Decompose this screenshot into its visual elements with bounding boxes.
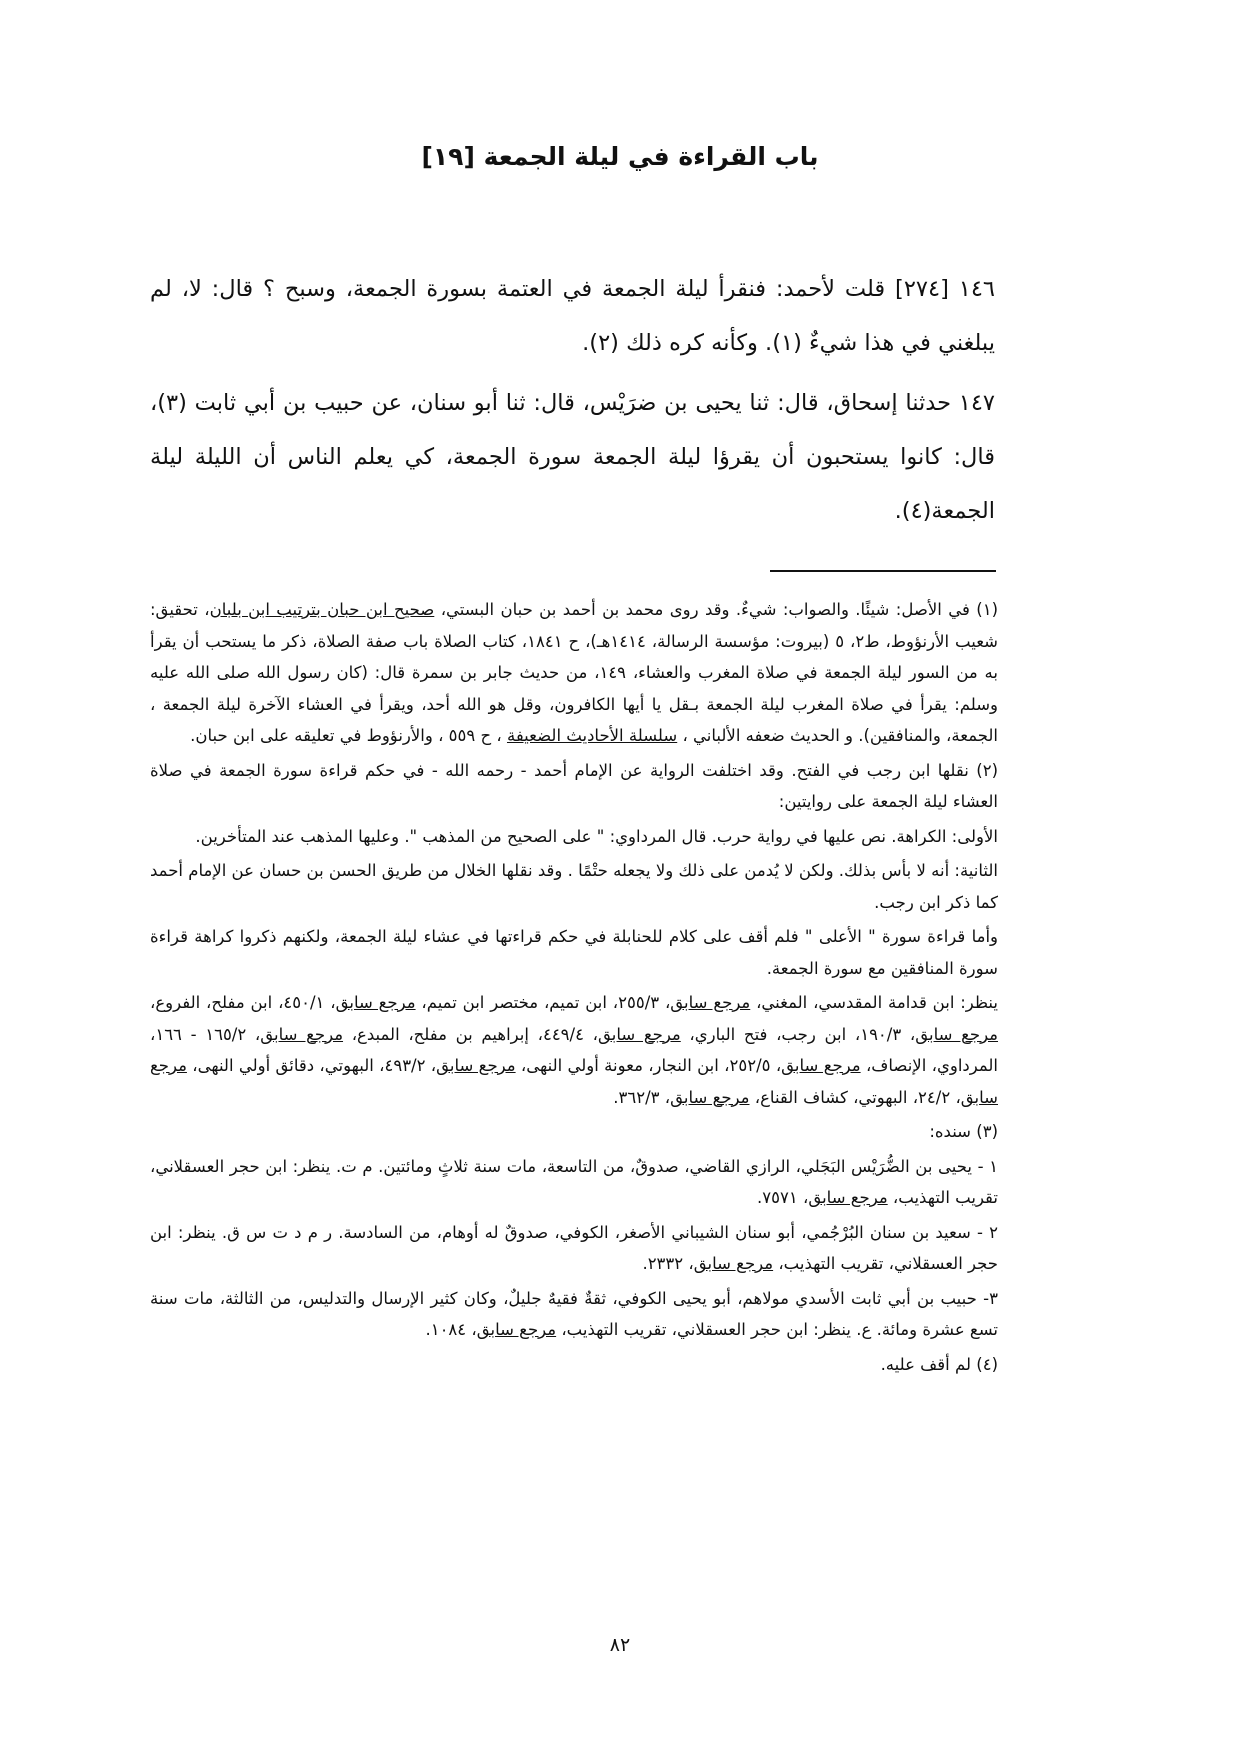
footnote-2-second: الثانية: أنه لا بأس بذلك. ولكن لا يُدمن على ذلك ولا يجعله حتْمًا . وقد نقلها الخلال من طريق الحسن بن حسان عن الإمام أحمد كما ذكر ابن رجب. <box>150 861 998 912</box>
footnote-2-references <box>150 987 998 1113</box>
ref-marker: مرجع سابق <box>915 1024 999 1044</box>
ref-marker: مرجع سابق <box>150 1056 998 1107</box>
ref-marker: مرجع سابق <box>436 1056 516 1075</box>
footnote-1 <box>150 594 998 752</box>
narrator-text: ٣- حبيب بن أبي ثابت الأسدي مولاهم، أبو يحيى الكوفي، ثقةٌ فقيهٌ جليلٌ، وكان كثير الإرسال والتدليس، من الثالثة، مات سنة تسع عشرة ومائة. ع. ينظر: ابن حجر العسقلاني، تقريب التهذيب، <box>150 1288 998 1339</box>
ref-marker: مرجع سابق <box>781 1056 861 1075</box>
ref-marker: مرجع سابق <box>670 1087 750 1107</box>
footnote-4: (٤) لم أقف عليه. <box>880 1354 998 1374</box>
ref-marker: مرجع سابق <box>260 1024 344 1044</box>
ref-marker: مرجع سابق <box>808 1188 888 1207</box>
footnote-1-text-b: ، تحقيق: شعيب الأرنؤوط، ط٢، ٥ (بيروت: مؤسسة الرسالة، ١٤١٤هـ)، ح ١٨٤١، كتاب الصلاة باب صفة الصلاة، ذكر ما يستحب أن يقرأ به من السور ليلة الجمعة في صلاة المغرب والعشاء، ١٤٩، من حديث جابر بن سمرة قال: (كان رسول الله صلى الله عليه وسلم: يقرأ في صلاة المغرب ليلة الجمعة بـقل يا أيها الكافرون، وقل هو الله أحد، ويقرأ في العشاء الآخرة ليلة الجمعة ، الجمعة، والمنافقين). و الحديث ضعفه الألباني ، <box>150 600 998 745</box>
narrator-text: ١ - يحيى بن الضُّرَيْس البَجَلي، الرازي القاضي، صدوقٌ، من التاسعة، مات سنة ثلاثٍ ومائتين. م ت. ينظر: ابن حجر العسقلاني، تقريب التهذيب، <box>150 1156 998 1207</box>
ref-sahih-ibn-hibban: صحيح ابن حبان بترتيب ابن بلبان <box>209 600 435 619</box>
ref-text: ، ٢٤/٢، البهوتي، كشاف القناع، <box>749 1087 961 1107</box>
narrator-text: ٢ - سعيد بن سنان البُرْجُمي، أبو سنان الشيباني الأصغر، الكوفي، صدوقٌ له أوهام، من السادسة. ر م د ت س ق. ينظر: ابن حجر العسقلاني، تقريب التهذيب، <box>150 1222 998 1273</box>
narrator-text: ، ٧٥٧١. <box>757 1188 809 1207</box>
footnote-2-third: وأما قراءة سورة " الأعلى " فلم أقف على كلام للحنابلة في حكم قراءتها في عشاء ليلة الجمعة، ولكنهم ذكروا كراهة قراءة سورة المنافقين مع سورة الجمعة. <box>150 927 998 978</box>
ref-silsila-daifa: سلسلة الأحاديث الضعيفة <box>506 726 678 745</box>
ref-text: ، ٣٦٢/٣. <box>613 1087 671 1107</box>
footnote-3-narrator-3 <box>150 1283 998 1346</box>
ref-text: ، ٤٤٩/٤، إبراهيم بن مفلح، المبدع، <box>343 1024 598 1044</box>
ref-text: ، ٢٥٢/٥، ابن النجار، معونة أولي النهى، <box>515 1056 782 1075</box>
ref-text: ، ٢٥٥/٣، ابن تميم، مختصر ابن تميم، <box>415 993 671 1012</box>
paragraph-147: ١٤٧ حدثنا إسحاق، قال: ثنا يحيى بن ضرَيْس، قال: ثنا أبو سنان، عن حبيب بن أبي ثابت (٣)، قال: كانوا يستحبون أن يقرؤا ليلة الجمعة سورة الجمعة، كي يعلم الناس أن الليلة ليلة الجمعة(٤). <box>150 390 995 524</box>
ref-text: ، ٤٩٣/٢، البهوتي، دقائق أولي النهى، <box>186 1056 437 1075</box>
narrator-text: ، ١٠٨٤. <box>425 1320 477 1339</box>
footnote-3-narrator-2 <box>150 1217 998 1280</box>
narrator-text: ، ٢٣٣٢. <box>642 1254 694 1273</box>
ref-marker: مرجع سابق <box>693 1254 774 1273</box>
footnotes <box>150 594 998 1383</box>
ref-text: ، ١٩٠/٣، ابن رجب، فتح الباري، <box>680 1024 916 1044</box>
chapter-title: [١٩] باب القراءة في ليلة الجمعة <box>421 142 819 171</box>
footnote-3-narrator-1 <box>150 1151 998 1214</box>
footnote-2-first: الأولى: الكراهة. نص عليها في رواية حرب. قال المرداوي: " على الصحيح من المذهب ". وعليها المذهب عند المتأخرين. <box>195 826 998 846</box>
ref-marker: مرجع سابق <box>670 993 751 1012</box>
ref-text: ، ٤٥٠/١، ابن مفلح، الفروع، <box>150 993 336 1012</box>
page-number: ٨٢ <box>609 1634 631 1656</box>
ref-marker: مرجع سابق <box>335 993 416 1012</box>
main-text <box>150 262 995 544</box>
footnote-separator <box>770 570 996 572</box>
footnote-3-label: (٣) سنده: <box>929 1122 998 1141</box>
footnote-1-text-a: (١) في الأصل: شيئًا. والصواب: شيءٌ. وقد روى محمد بن أحمد بن حبان البستي، <box>434 600 998 619</box>
ref-text: ، ١٦٥/٢ - ١٦٦، المرداوي، الإنصاف، <box>150 1024 999 1075</box>
ref-marker: مرجع سابق <box>476 1320 557 1339</box>
ref-text: ينظر: ابن قدامة المقدسي، المغني، <box>750 993 999 1012</box>
footnote-2: (٢) نقلها ابن رجب في الفتح. وقد اختلفت الرواية عن الإمام أحمد - رحمه الله - في حكم قراءة سورة الجمعة في صلاة العشاء ليلة الجمعة على روايتين: <box>150 760 998 811</box>
ref-marker: مرجع سابق <box>597 1024 681 1044</box>
paragraph-146: ١٤٦ [٢٧٤] قلت لأحمد: فنقرأ ليلة الجمعة في العتمة بسورة الجمعة، وسبح ؟ قال: لا، لم يبلغني في هذا شيءٌ (١). وكأنه كره ذلك (٢). <box>150 276 995 356</box>
footnote-1-text-c: ، ح ٥٥٩ ، والأرنؤوط في تعليقه على ابن حبان. <box>190 726 507 745</box>
